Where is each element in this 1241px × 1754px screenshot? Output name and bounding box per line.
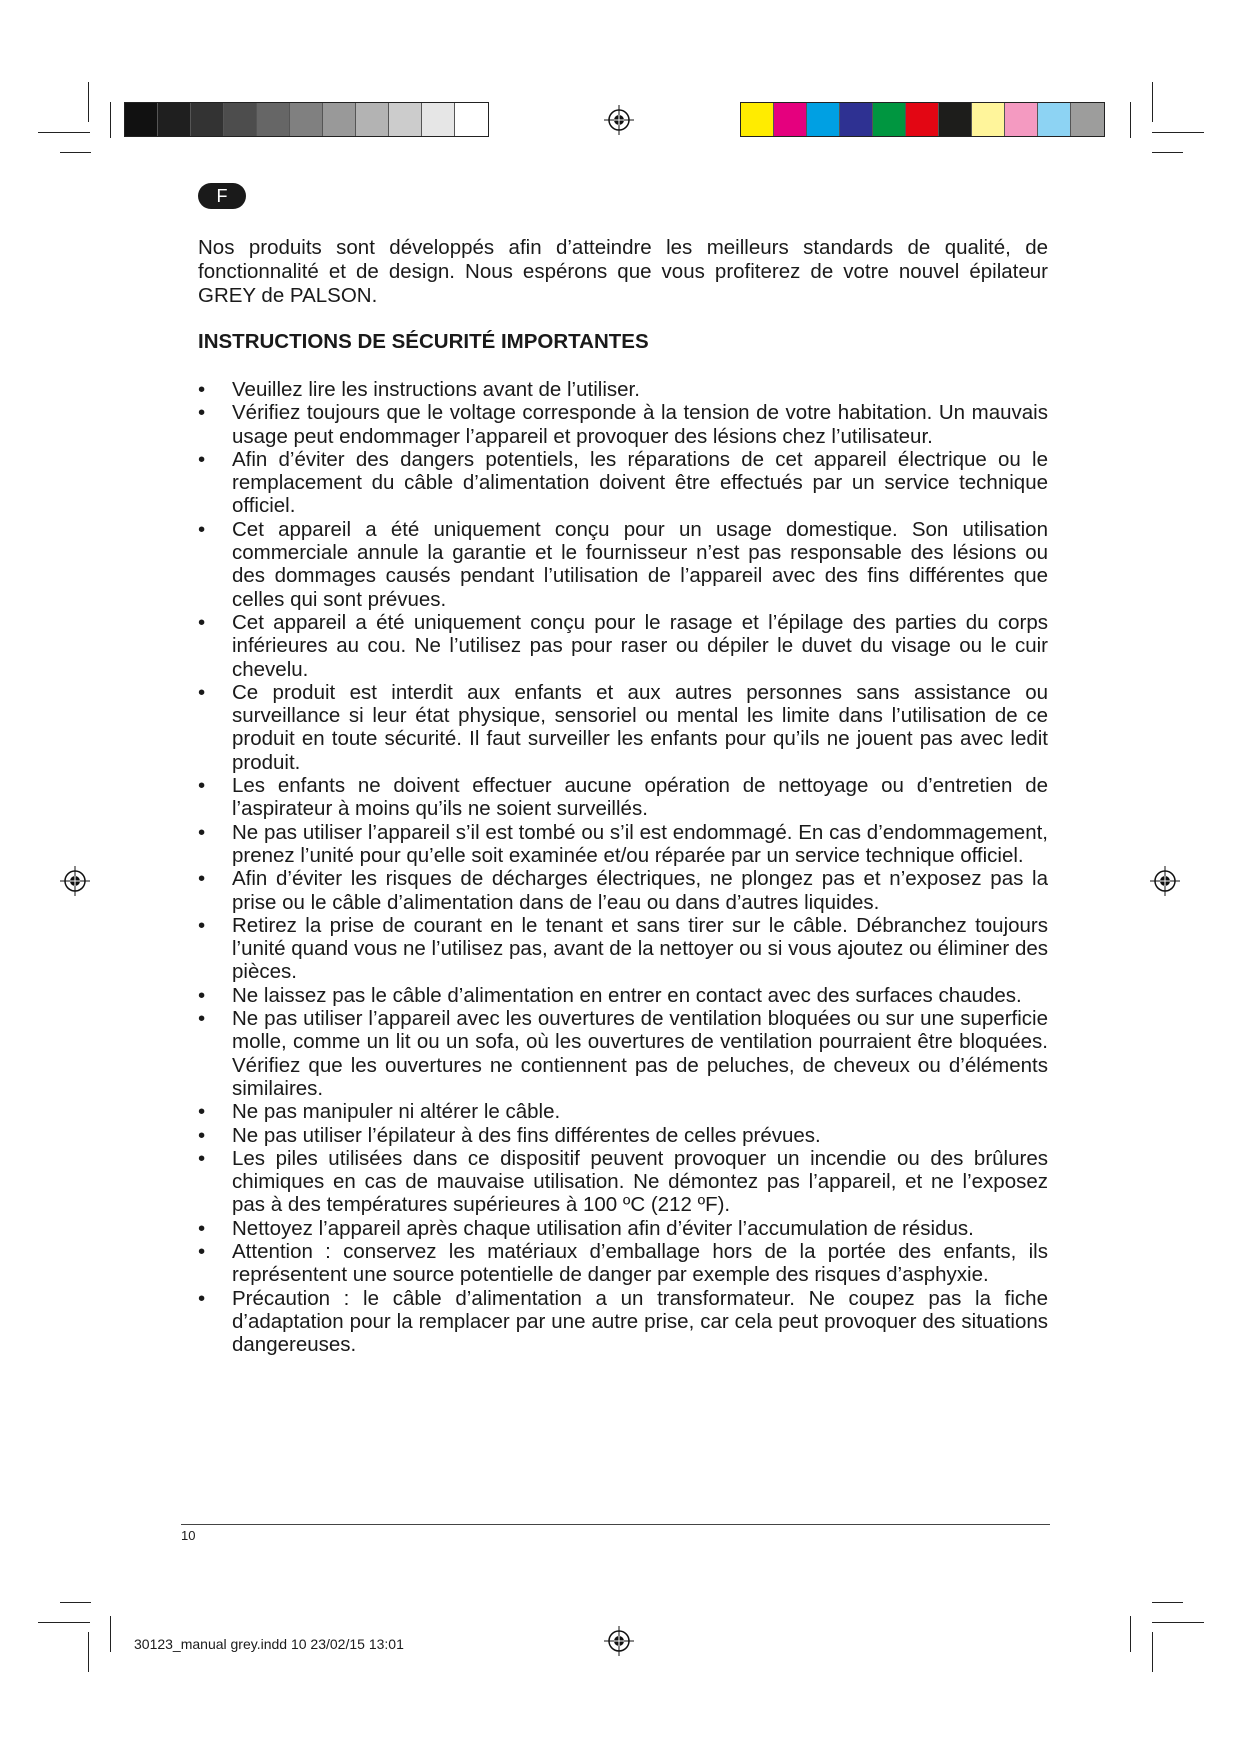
print-slug: 30123_manual grey.indd 10 23/02/15 13:01 [134,1636,404,1652]
list-item [198,774,1048,821]
color-swatch [1038,103,1071,136]
list-item [198,914,1048,984]
list-item-text: Ne pas utiliser l’épilateur à des fins différentes de celles prévues. [232,1123,821,1147]
color-swatch [807,103,840,136]
list-item [198,401,1048,448]
list-item [198,1124,1048,1147]
list-item [198,1287,1048,1357]
footer-rule [181,1524,1050,1525]
list-item [198,378,1048,401]
bullet-icon: • [198,1239,206,1263]
registration-mark-icon [1150,866,1180,896]
list-item [198,1240,1048,1287]
crop-mark [38,1622,90,1623]
list-item [198,1217,1048,1240]
list-item-text: Nettoyez l’appareil après chaque utilisation afin d’éviter l’accumulation de résidus. [232,1216,974,1240]
bullet-icon: • [198,1007,206,1031]
list-item-text: Vérifiez toujours que le voltage corresponde à la tension de votre habitation. Un mauvais usage peut endommager l’appareil et provoquer des lésions chez l’utilisateur. [232,401,1048,448]
bullet-icon: • [198,1123,206,1147]
color-swatch [257,103,290,136]
crop-mark [1152,1632,1153,1672]
bullet-icon: • [198,680,206,704]
list-item [198,1147,1048,1217]
page-number: 10 [181,1528,196,1543]
bullet-icon: • [198,401,206,425]
color-swatch [840,103,873,136]
bullet-icon: • [198,378,206,401]
list-item-text: Ce produit est interdit aux enfants et aux autres personnes sans assistance ou surveillance si leur état physique, sensoriel ou mental les limite dans l’utilisation de ce produit en toute sécurité. Il faut surveiller les enfants pour qu’ils ne jouent pas avec ledit produit. [232,680,1048,774]
safety-instructions-list [198,378,1048,1356]
list-item-text: Cet appareil a été uniquement conçu pour un usage domestique. Son utilisation commerciale annule la garantie et le fournisseur n’est pas responsable des lésions ou des dommages causés pendant l’utilisation de l’appareil avec des fins différentes que celles qui sont prévues. [232,517,1048,611]
bullet-icon: • [198,1286,206,1310]
crop-mark [1152,1622,1204,1623]
color-swatch [741,103,774,136]
list-item-text: Précaution : le câble d’alimentation a un transformateur. Ne coupez pas la fiche d’adaptation pour la remplacer par une autre prise, car cela peut provoquer des situations dangereuses. [232,1286,1048,1357]
crop-mark [1130,1616,1131,1652]
color-swatch [873,103,906,136]
list-item [198,867,1048,914]
bullet-icon: • [198,1100,206,1124]
list-item-text: Retirez la prise de courant en le tenant et sans tirer sur le câble. Débranchez toujours l’unité quand vous ne l’utilisez pas, avant de la nettoyer ou si vous ajoutez ou éliminer des pièces. [232,913,1048,984]
crop-mark [1130,102,1131,138]
list-item [198,1007,1048,1100]
crop-mark [110,102,111,138]
crop-mark [110,1616,111,1652]
list-item [198,681,1048,774]
list-item-text: Ne pas utiliser l’appareil s’il est tombé ou s’il est endommagé. En cas d’endommagement, prenez l’unité pour qu’elle soit examinée et/ou réparée par un service technique officiel. [232,820,1048,867]
color-bar [740,102,1105,137]
crop-mark [1152,82,1153,122]
bullet-icon: • [198,820,206,844]
bullet-icon: • [198,1146,206,1170]
registration-mark-icon [604,105,634,135]
crop-mark [60,1602,91,1603]
crop-mark [88,82,89,122]
list-item [198,611,1048,681]
registration-mark-icon [60,866,90,896]
color-swatch [906,103,939,136]
list-item-text: Ne pas utiliser l’appareil avec les ouvertures de ventilation bloquées ou sur une superficie molle, comme un lit ou un sofa, où les ouvertures de ventilation pourraient être bloquées. Vérifiez que les ouvertures ne contiennent pas de peluches, de cheveux ou d’éléments similaires. [232,1007,1048,1100]
list-item [198,1100,1048,1123]
intro-paragraph: Nos produits sont développés afin d’atteindre les meilleurs standards de qualité, de fonctionnalité et de design. Nous espérons que vous profiterez de votre nouvel épilateur GREY de PALSON. [198,236,1048,307]
color-swatch [1005,103,1038,136]
list-item-text: Les piles utilisées dans ce dispositif peuvent provoquer un incendie ou des brûlures chimiques en cas de mauvaise utilisation. Ne démontez pas l’appareil, et ne l’exposez pas à des températures supérieures à 100 ºC (212 ºF). [232,1146,1048,1217]
color-swatch [224,103,257,136]
list-item-text: Ne laissez pas le câble d’alimentation en entrer en contact avec des surfaces chaudes. [232,983,1022,1007]
section-heading: INSTRUCTIONS DE SÉCURITÉ IMPORTANTES [198,330,649,353]
color-swatch [290,103,323,136]
bullet-icon: • [198,610,206,634]
bullet-icon: • [198,913,206,937]
crop-mark [88,1632,89,1672]
crop-mark [60,152,91,153]
bullet-icon: • [198,867,206,891]
list-item-text: Cet appareil a été uniquement conçu pour le rasage et l’épilage des parties du corps inférieures au cou. Ne l’utilisez pas pour raser ou dépiler le duvet du visage ou le cuir chevelu. [232,610,1048,681]
list-item-text: Les enfants ne doivent effectuer aucune opération de nettoyage ou d’entretien de l’aspirateur à moins qu’ils ne soient surveillés. [232,774,1048,821]
list-item-text: Attention : conservez les matériaux d’emballage hors de la portée des enfants, ils représentent une source potentielle de danger par exemple des risques d’asphyxie. [232,1239,1048,1287]
crop-mark [1152,1602,1183,1603]
bullet-icon: • [198,774,206,798]
page-content [198,236,1048,1356]
language-badge: F [198,183,246,209]
bullet-icon: • [198,983,206,1007]
color-swatch [455,103,488,136]
list-item-text: Veuillez lire les instructions avant de l’utiliser. [232,378,640,401]
color-swatch [158,103,191,136]
color-swatch [939,103,972,136]
list-item [198,448,1048,518]
color-swatch [422,103,455,136]
bullet-icon: • [198,447,206,471]
crop-mark [1152,132,1204,133]
color-swatch [1071,103,1104,136]
color-swatch [774,103,807,136]
list-item [198,821,1048,868]
grayscale-bar [124,102,489,137]
list-item-text: Afin d’éviter des dangers potentiels, les réparations de cet appareil électrique ou le remplacement du câble d’alimentation doivent être effectués par un service technique officiel. [232,447,1048,518]
list-item [198,984,1048,1007]
registration-mark-icon [604,1626,634,1656]
color-swatch [125,103,158,136]
list-item [198,518,1048,611]
color-swatch [191,103,224,136]
bullet-icon: • [198,1216,206,1240]
list-item-text: Afin d’éviter les risques de décharges électriques, ne plongez pas et n’exposez pas la prise ou le câble d’alimentation dans de l’eau ou dans d’autres liquides. [232,867,1048,914]
color-swatch [356,103,389,136]
color-swatch [323,103,356,136]
crop-mark [1152,152,1183,153]
color-swatch [389,103,422,136]
list-item-text: Ne pas manipuler ni altérer le câble. [232,1100,561,1124]
bullet-icon: • [198,517,206,541]
crop-mark [38,132,90,133]
color-swatch [972,103,1005,136]
